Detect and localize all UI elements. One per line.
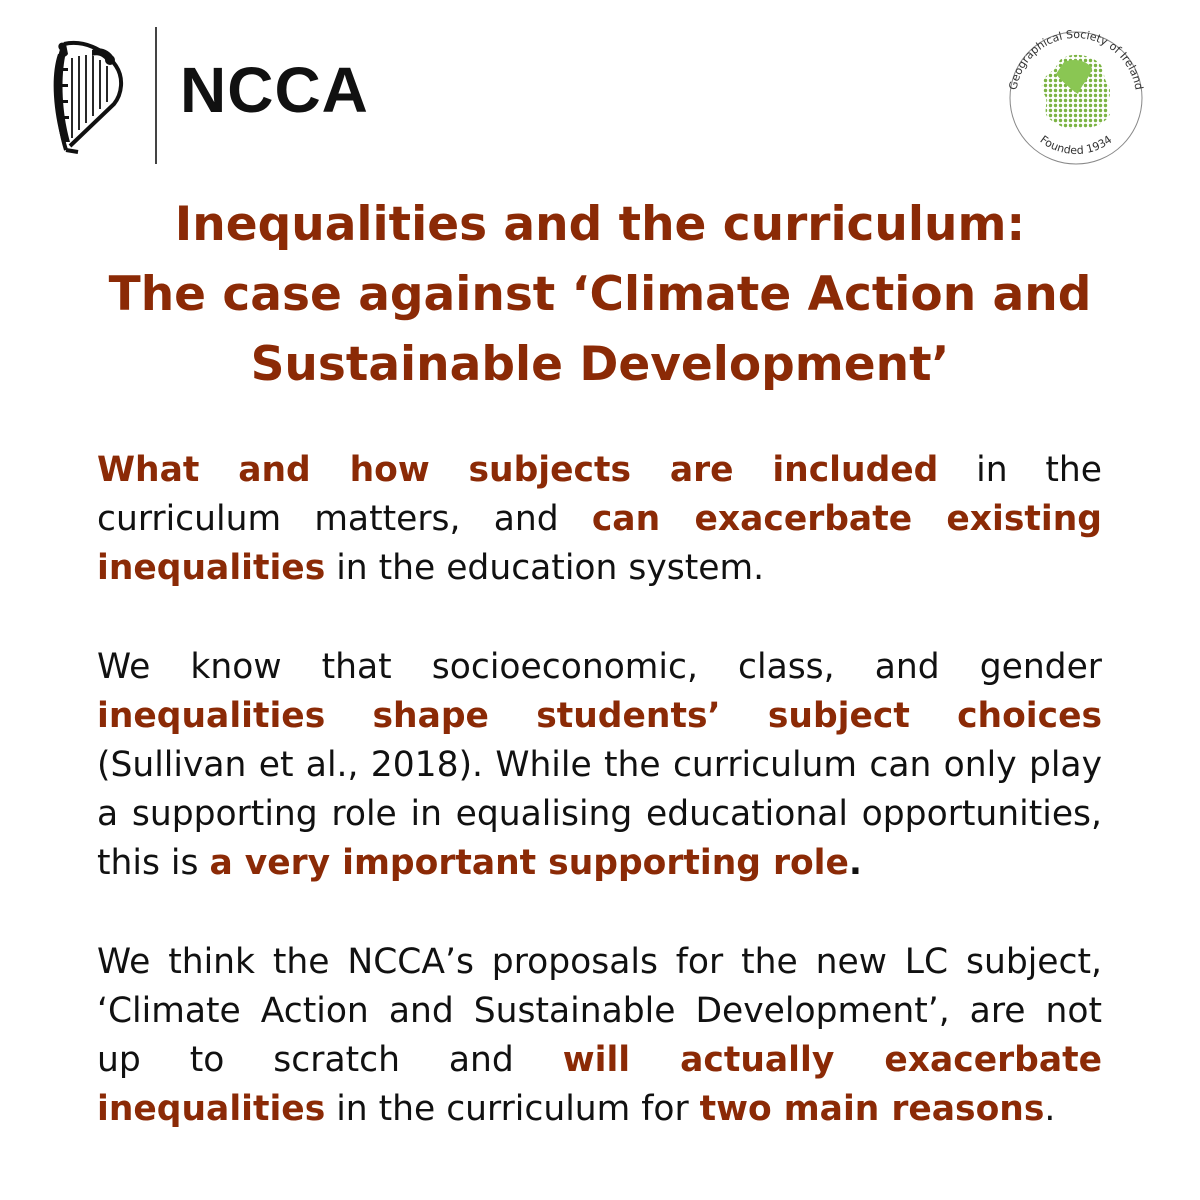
body-text: We think the NCCA’s proposals for the new LC subject, ‘Climate Action and Sustainable Development’, are not up to scratch and (97, 942, 1102, 1080)
body-text: in the curriculum for (325, 1089, 700, 1129)
highlight-text: What and how subjects are included (97, 450, 939, 490)
body-text: We know that socioeconomic, class, and gender (97, 647, 1102, 687)
org-name: NCCA (180, 54, 369, 126)
paragraph-1 (97, 446, 1102, 593)
header-divider (155, 27, 157, 164)
title-line-2: The case against ‘Climate Action and (108, 267, 1092, 322)
body-text: . (848, 843, 863, 883)
paragraph-3 (97, 938, 1102, 1134)
gsi-top-text: Geographical Society of Ireland (1006, 27, 1146, 91)
body-text: (Sullivan et al., 2018). While the curriculum can only play a supporting role in equalising educational opportunities, this is (97, 745, 1102, 883)
highlight-text: will actually exacerbate inequalities (97, 1040, 1102, 1129)
body-text: in the curriculum matters, and (97, 450, 1102, 539)
gsi-bottom-text: Founded 1934 (1037, 133, 1115, 158)
page-title (60, 190, 1140, 400)
highlight-text: can exacerbate existing inequalities (97, 499, 1102, 588)
title-line-1: Inequalities and the curriculum: (174, 197, 1026, 252)
title-line-3: Sustainable Development’ (250, 337, 950, 392)
irish-harp-icon (52, 38, 134, 156)
body-text: . (1044, 1089, 1056, 1129)
gsi-ireland-map-icon (998, 18, 1154, 174)
highlight-text: two main reasons (699, 1089, 1045, 1129)
highlight-text: inequalities shape students’ subject choices (97, 696, 1102, 736)
highlight-text: a very important supporting role (209, 843, 849, 883)
body-text: in the education system. (325, 548, 765, 588)
paragraph-2 (97, 643, 1102, 888)
